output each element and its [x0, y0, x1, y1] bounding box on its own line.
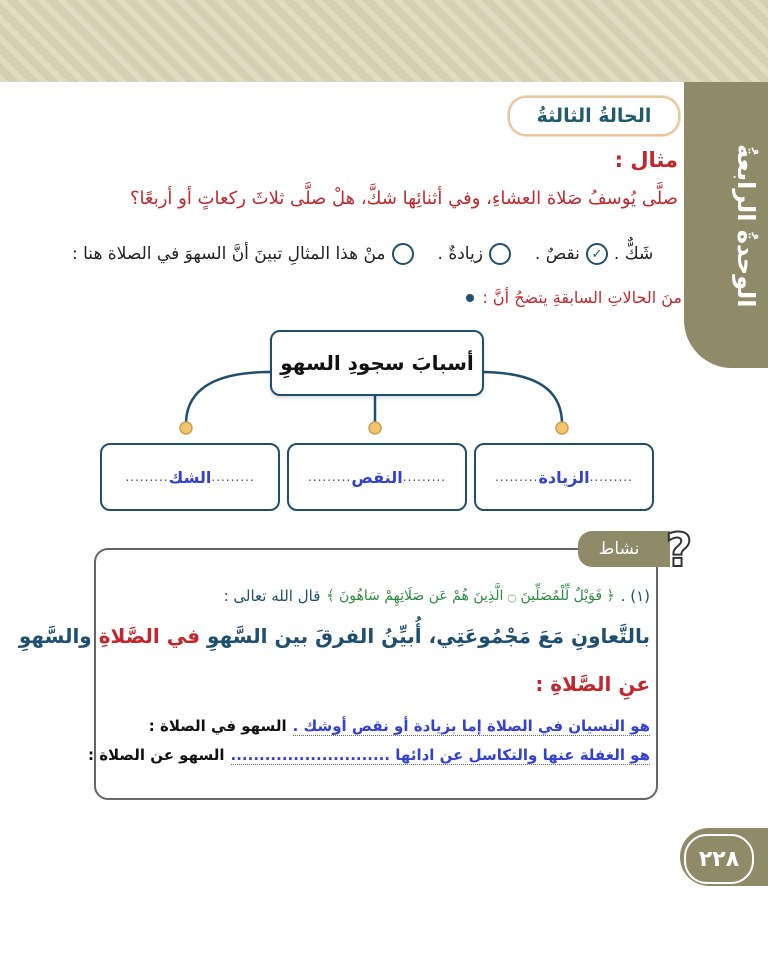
verse-line — [224, 587, 650, 605]
cause-box-doubt — [100, 443, 280, 511]
answer-value: هو الغفلة عنها والتكاسل عن ادائها ............................ — [230, 746, 650, 764]
dots-right: ......... — [495, 470, 539, 484]
bullet-text: منَ الحالاتِ السابقةِ يتضحُ أنَّ : — [482, 288, 682, 307]
dots-right: ......... — [125, 470, 169, 484]
example-heading: مثال : — [614, 148, 678, 172]
cause-doubt: الشك — [168, 467, 212, 487]
cause-addition: الزيادة — [538, 467, 590, 487]
diagram-title: أسبابَ سجودِ السهوِ — [270, 330, 484, 396]
instruction-text-1: بالتَّعاونِ مَعَ مَجْمُوعَتِي، أُبيِّنُ الفرقَ بين السَّهوِ — [207, 624, 650, 648]
question-prompt: منْ هذا المثالِ تبينَ أنَّ السهوَ في الصلاة هنا : — [72, 244, 386, 264]
cause-box-deficiency — [287, 443, 467, 511]
section-title: الحالةُ الثالثةُ — [508, 96, 680, 136]
verse-reference: (١) . — [620, 587, 650, 605]
activity-instruction — [19, 624, 650, 648]
option-label-addition: زيادةٌ . — [437, 244, 483, 264]
instruction-text-2: والسَّهوِ — [18, 624, 92, 648]
verse-intro: قال الله تعالى : — [223, 587, 321, 605]
unit-label: الوحدةُ الرابعةُ — [732, 144, 760, 308]
quran-verse: ﴿ فَوَيْلٌ لِّلْمُصَلِّينَ ۝ الَّذِينَ هُمْ عَن صَلَاتِهِمْ سَاهُونَ ﴾ — [326, 588, 615, 604]
dots-left: ......... — [402, 470, 447, 484]
dots-left: ......... — [211, 470, 255, 484]
dots-left: ......... — [589, 470, 633, 484]
dots-right: ......... — [307, 470, 352, 484]
example-text: صلَّى يُوسفُ صَلاة العشاءِ، وفي أثنائِها شكَّ، هلْ صلَّى ثلاثَ ركعاتٍ أو أربعًا؟ — [129, 188, 678, 209]
question-mark-icon: ? — [665, 523, 693, 577]
cause-box-addition — [474, 443, 654, 511]
page-number-badge — [680, 828, 768, 886]
instruction-highlight: في الصَّلاةِ — [98, 624, 201, 648]
answer-row-in-prayer — [149, 717, 650, 736]
answer-label: السهو عن الصلاة : — [87, 746, 225, 764]
answer-label: السهو في الصلاة : — [148, 717, 287, 735]
activity-tab: نشاط — [578, 531, 670, 567]
instruction-line-2: عنِ الصَّلاةِ : — [535, 672, 650, 696]
answer-row-about-prayer — [88, 746, 650, 765]
answer-value: هو النسيان في الصلاة إما بزيادة أو نقص أوشك . — [292, 717, 650, 735]
cause-deficiency: النقص — [351, 467, 403, 487]
option-label-deficiency: نقصٌ . — [534, 244, 580, 264]
page-number: ٢٢٨ — [684, 834, 754, 884]
check-icon: ✓ — [591, 246, 603, 262]
option-label-doubt: شَكٌّ . — [613, 244, 654, 264]
